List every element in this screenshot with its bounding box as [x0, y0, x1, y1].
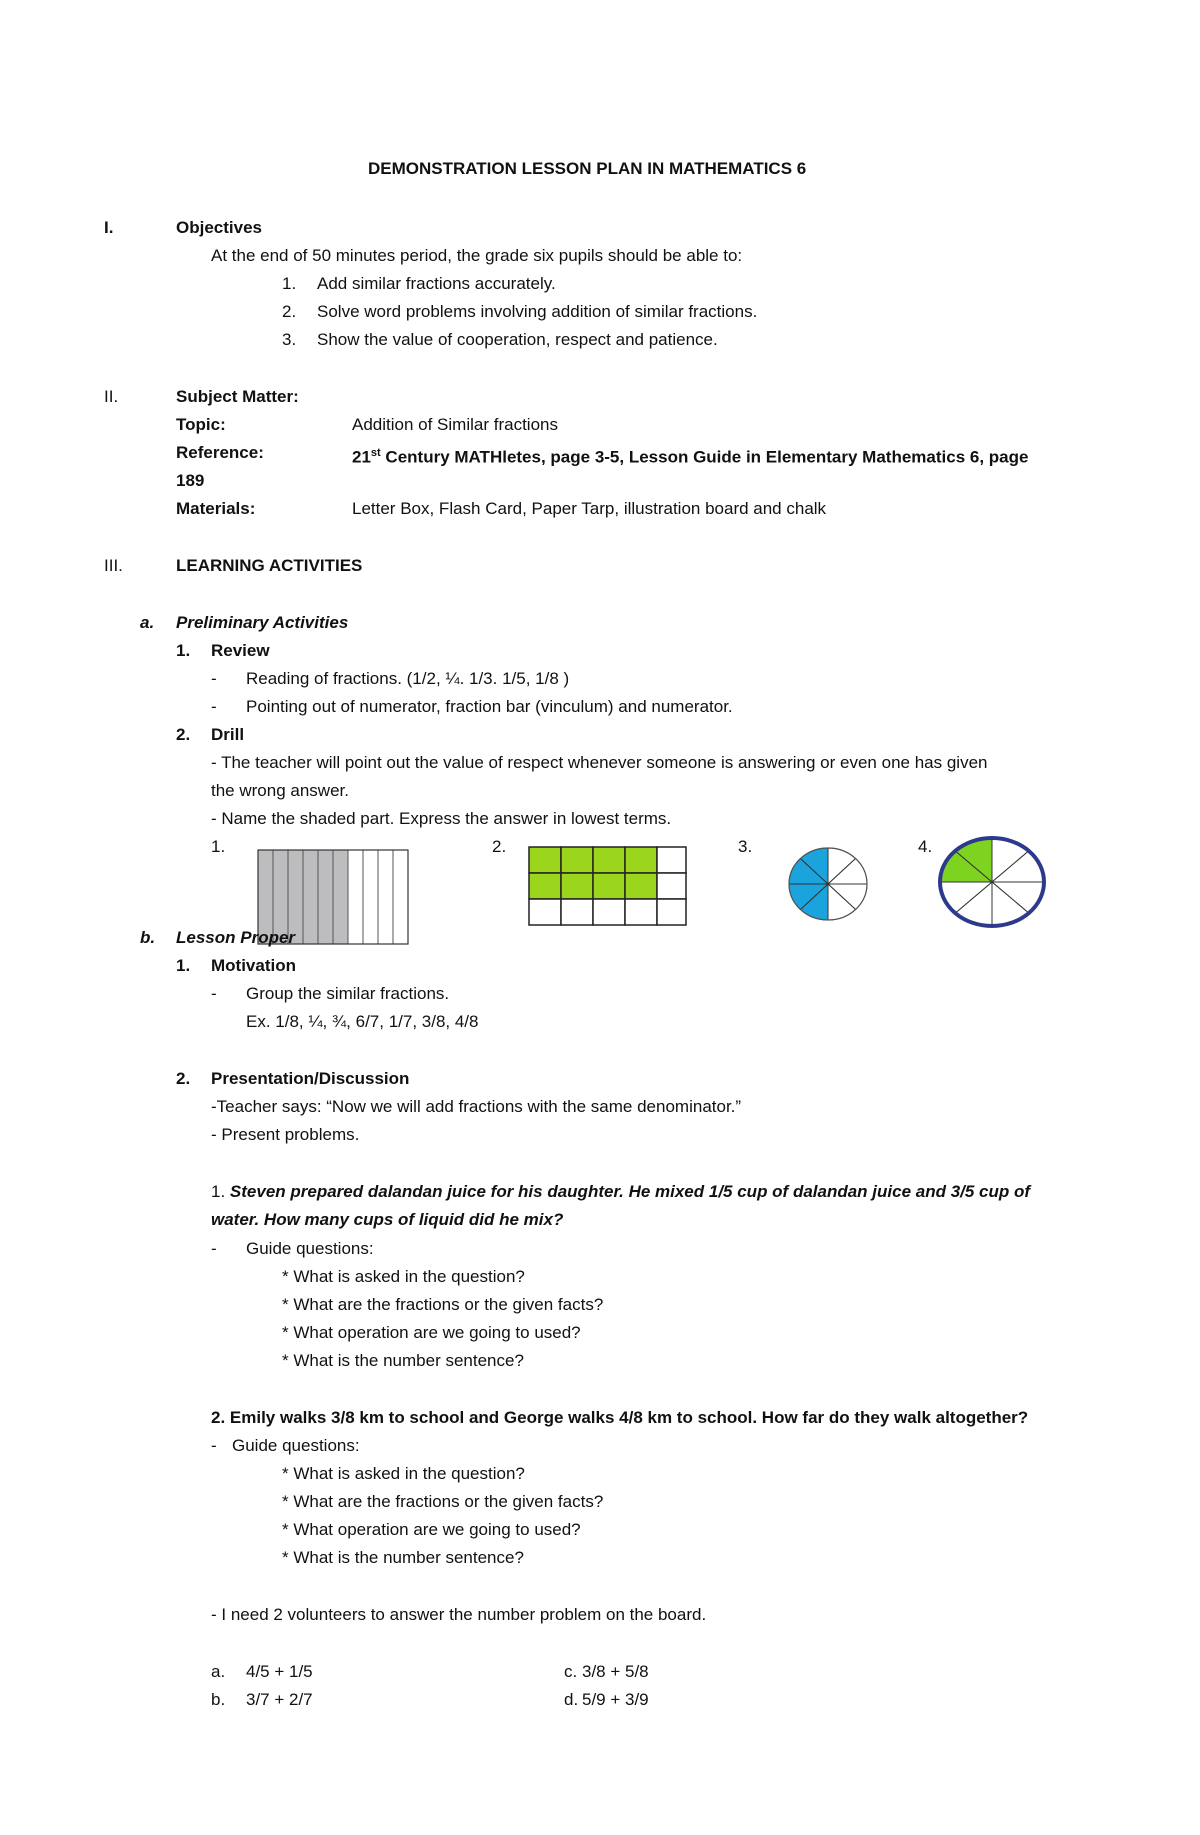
grid-cell — [593, 873, 625, 899]
guide-question: * What is the number sentence? — [282, 1548, 524, 1567]
proper-heading: Lesson Proper — [176, 928, 296, 947]
drill-text: the wrong answer. — [211, 781, 349, 800]
exercise-letter: b. — [211, 1690, 226, 1709]
fraction-strip — [393, 850, 408, 944]
guide-question: * What operation are we going to used? — [282, 1323, 581, 1342]
guide-question: * What is asked in the question? — [282, 1464, 525, 1483]
drill-num: 2. — [176, 725, 191, 744]
problem-1-text-line2: water. How many cups of liquid did he mix? — [211, 1210, 564, 1229]
grid-cell — [657, 899, 686, 925]
bullet-dash: - — [211, 1239, 217, 1258]
exercise-letter: d. — [564, 1690, 579, 1709]
subject-matter-heading: Subject Matter: — [176, 387, 299, 406]
figure-label: 4. — [918, 837, 933, 856]
motivation-example: Ex. 1/8, ¼, ¾, 6/7, 1/7, 3/8, 4/8 — [246, 1012, 479, 1031]
grid-cell — [625, 873, 657, 899]
motivation-bullet: Group the similar fractions. — [246, 984, 450, 1003]
figure-label: 2. — [492, 837, 507, 856]
motivation-num: 1. — [176, 956, 191, 975]
reference-value — [352, 442, 1028, 469]
problem-1-text: Steven prepared dalandan juice for his daughter. He mixed 1/5 cup of dalandan juice and 3/5 cup of — [225, 1182, 1031, 1201]
exercise-expr: 4/5 + 1/5 — [246, 1662, 313, 1681]
guide-question: * What is asked in the question? — [282, 1267, 525, 1286]
bullet-dash: - — [211, 697, 217, 716]
fraction-circle-figure — [786, 846, 870, 922]
topic-value: Addition of Similar fractions — [352, 415, 558, 434]
guide-question: * What is the number sentence? — [282, 1351, 524, 1370]
fraction-strip — [348, 850, 363, 944]
objective-num: 1. — [282, 274, 297, 293]
grid-cell — [561, 899, 593, 925]
proper-letter: b. — [140, 928, 156, 947]
fraction-ellipse-figure — [936, 834, 1048, 930]
present-problems: - Present problems. — [211, 1125, 360, 1144]
grid-cell — [657, 847, 686, 873]
section-numeral-1: I. — [104, 218, 114, 237]
materials-value: Letter Box, Flash Card, Paper Tarp, illustration board and chalk — [352, 499, 827, 518]
section-numeral-3: III. — [104, 556, 123, 575]
fraction-strip — [378, 850, 393, 944]
motivation-heading: Motivation — [211, 956, 296, 975]
objective-num: 3. — [282, 330, 297, 349]
figure-label: 1. — [211, 837, 226, 856]
exercise-expr: 3/7 + 2/7 — [246, 1690, 313, 1709]
fraction-strip — [318, 850, 333, 944]
grid-cell — [561, 847, 593, 873]
topic-label: Topic: — [176, 415, 226, 434]
grid-cell — [529, 899, 561, 925]
reference-label: Reference: — [176, 443, 264, 462]
drill-text: - Name the shaded part. Express the answer in lowest terms. — [211, 809, 672, 828]
objective-text: Solve word problems involving addition of similar fractions. — [317, 302, 758, 321]
problem-2: 2. Emily walks 3/8 km to school and George walks 4/8 km to school. How far do they walk altogether? — [211, 1408, 1029, 1427]
reference-line2: 189 — [176, 471, 205, 490]
fraction-grid-figure — [528, 846, 691, 928]
problem-1-num: 1. — [211, 1182, 226, 1201]
reference-sup: st — [370, 447, 381, 459]
exercise-letter: a. — [211, 1662, 226, 1681]
review-bullet: Reading of fractions. (1/2, ¼. 1/3. 1/5, 1/8 ) — [246, 669, 570, 688]
drill-heading: Drill — [211, 725, 245, 744]
guide-label: Guide questions: — [246, 1239, 374, 1258]
section-numeral-2: II. — [104, 387, 119, 406]
presentation-heading: Presentation/Discussion — [211, 1069, 410, 1088]
bullet-dash: - — [211, 984, 217, 1003]
prelim-letter: a. — [140, 613, 155, 632]
exercise-letter: c. — [564, 1662, 578, 1681]
guide-question: * What operation are we going to used? — [282, 1520, 581, 1539]
objective-text: Add similar fractions accurately. — [317, 274, 556, 293]
figure-label: 3. — [738, 837, 753, 856]
grid-cell — [593, 847, 625, 873]
drill-text: - The teacher will point out the value of respect whenever someone is answering or even one has given — [211, 753, 988, 772]
page-title: DEMONSTRATION LESSON PLAN IN MATHEMATICS 6 — [368, 159, 807, 178]
exercise-expr: 5/9 + 3/9 — [582, 1690, 649, 1709]
grid-cell — [593, 899, 625, 925]
reference-pre: 21 — [352, 447, 371, 467]
objectives-intro: At the end of 50 minutes period, the grade six pupils should be able to: — [211, 246, 743, 265]
fraction-strip — [363, 850, 378, 944]
objectives-heading: Objectives — [176, 218, 262, 237]
volunteers-note: - I need 2 volunteers to answer the number problem on the board. — [211, 1605, 707, 1624]
grid-cell — [529, 847, 561, 873]
review-num: 1. — [176, 641, 191, 660]
bullet-dash: - — [211, 1436, 217, 1455]
guide-question: * What are the fractions or the given facts? — [282, 1295, 604, 1314]
grid-cell — [561, 873, 593, 899]
objective-text: Show the value of cooperation, respect and patience. — [317, 330, 718, 349]
guide-label: Guide questions: — [232, 1436, 360, 1455]
grid-cell — [657, 873, 686, 899]
reference-post: Century MATHletes, page 3-5, Lesson Guide in Elementary Mathematics 6, page — [380, 447, 1029, 467]
problem-1 — [211, 1181, 1030, 1203]
fraction-strip — [333, 850, 348, 944]
fraction-strip — [303, 850, 318, 944]
learning-heading: LEARNING ACTIVITIES — [176, 556, 363, 575]
bullet-dash: - — [211, 669, 217, 688]
grid-cell — [625, 899, 657, 925]
materials-label: Materials: — [176, 499, 256, 518]
exercise-expr: 3/8 + 5/8 — [582, 1662, 649, 1681]
review-bullet: Pointing out of numerator, fraction bar (vinculum) and numerator. — [246, 697, 733, 716]
review-heading: Review — [211, 641, 270, 660]
grid-cell — [529, 873, 561, 899]
presentation-num: 2. — [176, 1069, 191, 1088]
teacher-says: -Teacher says: “Now we will add fractions with the same denominator.” — [211, 1097, 742, 1116]
prelim-heading: Preliminary Activities — [176, 613, 349, 632]
grid-cell — [625, 847, 657, 873]
guide-question: * What are the fractions or the given facts? — [282, 1492, 604, 1511]
objective-num: 2. — [282, 302, 297, 321]
